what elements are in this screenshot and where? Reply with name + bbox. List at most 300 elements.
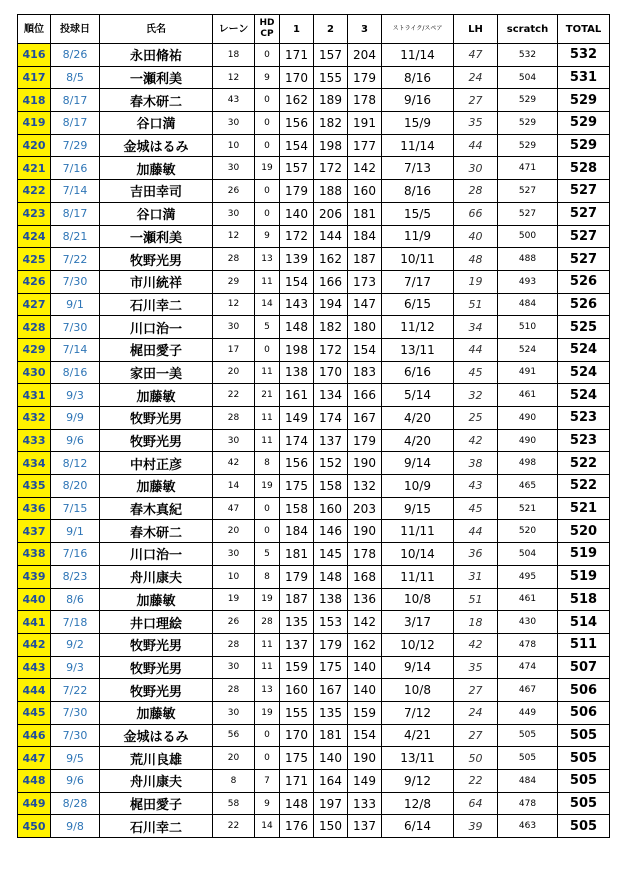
rank-cell: 425 — [18, 248, 51, 271]
scratch-cell: 510 — [498, 316, 558, 339]
strike-spare-cell: 8/16 — [382, 180, 454, 203]
date-cell: 8/26 — [51, 44, 100, 67]
strike-spare-cell: 7/12 — [382, 701, 454, 724]
lane-cell: 8 — [213, 770, 255, 793]
rank-cell: 433 — [18, 429, 51, 452]
lane-cell: 56 — [213, 724, 255, 747]
game3-cell: 160 — [348, 180, 382, 203]
table-row — [18, 475, 610, 498]
total-cell: 527 — [558, 248, 610, 271]
header-total: TOTAL — [558, 15, 610, 44]
date-cell: 9/6 — [51, 429, 100, 452]
table-row — [18, 361, 610, 384]
name-cell: 加藤敏 — [100, 701, 213, 724]
ranking-rows — [18, 44, 610, 838]
game1-cell: 154 — [280, 270, 314, 293]
name-cell: 一瀬利美 — [100, 66, 213, 89]
table-row — [18, 180, 610, 203]
game3-cell: 136 — [348, 588, 382, 611]
lh-cell: 51 — [454, 588, 498, 611]
date-cell: 8/23 — [51, 565, 100, 588]
scratch-cell: 504 — [498, 543, 558, 566]
name-cell: 牧野光男 — [100, 407, 213, 430]
table-row — [18, 429, 610, 452]
hdcp-cell: 11 — [255, 429, 280, 452]
name-cell: 加藤敏 — [100, 475, 213, 498]
strike-spare-cell: 10/8 — [382, 679, 454, 702]
game1-cell: 155 — [280, 701, 314, 724]
hdcp-cell: 0 — [255, 180, 280, 203]
game1-cell: 160 — [280, 679, 314, 702]
game2-cell: 162 — [314, 248, 348, 271]
hdcp-cell: 0 — [255, 112, 280, 135]
strike-spare-cell: 15/9 — [382, 112, 454, 135]
header-name: 氏名 — [100, 15, 213, 44]
game2-cell: 157 — [314, 44, 348, 67]
rank-cell: 421 — [18, 157, 51, 180]
lh-cell: 51 — [454, 293, 498, 316]
scratch-cell: 529 — [498, 134, 558, 157]
hdcp-cell: 14 — [255, 293, 280, 316]
hdcp-cell: 19 — [255, 588, 280, 611]
table-row — [18, 134, 610, 157]
total-cell: 528 — [558, 157, 610, 180]
game3-cell: 162 — [348, 633, 382, 656]
total-cell: 511 — [558, 633, 610, 656]
hdcp-cell: 11 — [255, 361, 280, 384]
game2-cell: 194 — [314, 293, 348, 316]
header-strike-spare: ストライク/スペア — [382, 15, 454, 44]
hdcp-cell: 5 — [255, 543, 280, 566]
table-row — [18, 316, 610, 339]
lane-cell: 47 — [213, 497, 255, 520]
lh-cell: 24 — [454, 66, 498, 89]
date-cell: 7/29 — [51, 134, 100, 157]
date-cell: 7/22 — [51, 679, 100, 702]
total-cell: 518 — [558, 588, 610, 611]
scratch-cell: 500 — [498, 225, 558, 248]
strike-spare-cell: 11/11 — [382, 520, 454, 543]
game2-cell: 172 — [314, 157, 348, 180]
lh-cell: 66 — [454, 202, 498, 225]
hdcp-cell: 0 — [255, 747, 280, 770]
lh-cell: 40 — [454, 225, 498, 248]
game1-cell: 162 — [280, 89, 314, 112]
scratch-cell: 505 — [498, 724, 558, 747]
lh-cell: 27 — [454, 89, 498, 112]
table-row — [18, 384, 610, 407]
total-cell: 523 — [558, 407, 610, 430]
date-cell: 7/18 — [51, 611, 100, 634]
date-cell: 7/22 — [51, 248, 100, 271]
table-row — [18, 112, 610, 135]
game1-cell: 140 — [280, 202, 314, 225]
total-cell: 524 — [558, 384, 610, 407]
total-cell: 505 — [558, 792, 610, 815]
strike-spare-cell: 10/8 — [382, 588, 454, 611]
strike-spare-cell: 9/14 — [382, 452, 454, 475]
rank-cell: 450 — [18, 815, 51, 838]
game3-cell: 203 — [348, 497, 382, 520]
lane-cell: 17 — [213, 338, 255, 361]
strike-spare-cell: 12/8 — [382, 792, 454, 815]
table-row — [18, 407, 610, 430]
date-cell: 9/3 — [51, 656, 100, 679]
total-cell: 505 — [558, 724, 610, 747]
game3-cell: 147 — [348, 293, 382, 316]
rank-cell: 438 — [18, 543, 51, 566]
scratch-cell: 484 — [498, 293, 558, 316]
game3-cell: 132 — [348, 475, 382, 498]
lh-cell: 48 — [454, 248, 498, 271]
scratch-cell: 488 — [498, 248, 558, 271]
lh-cell: 30 — [454, 157, 498, 180]
total-cell: 529 — [558, 89, 610, 112]
lh-cell: 43 — [454, 475, 498, 498]
scratch-cell: 461 — [498, 384, 558, 407]
rank-cell: 435 — [18, 475, 51, 498]
header-row — [18, 15, 610, 44]
game2-cell: 137 — [314, 429, 348, 452]
hdcp-cell: 0 — [255, 44, 280, 67]
game2-cell: 167 — [314, 679, 348, 702]
name-cell: 石川幸二 — [100, 815, 213, 838]
date-cell: 7/16 — [51, 543, 100, 566]
name-cell: 家田一美 — [100, 361, 213, 384]
total-cell: 506 — [558, 701, 610, 724]
game1-cell: 171 — [280, 44, 314, 67]
strike-spare-cell: 11/14 — [382, 44, 454, 67]
hdcp-cell: 0 — [255, 497, 280, 520]
game3-cell: 184 — [348, 225, 382, 248]
table-row — [18, 497, 610, 520]
game1-cell: 156 — [280, 452, 314, 475]
rank-cell: 434 — [18, 452, 51, 475]
rank-cell: 444 — [18, 679, 51, 702]
table-row — [18, 679, 610, 702]
hdcp-cell: 0 — [255, 89, 280, 112]
game3-cell: 159 — [348, 701, 382, 724]
strike-spare-cell: 15/5 — [382, 202, 454, 225]
lh-cell: 44 — [454, 338, 498, 361]
lh-cell: 36 — [454, 543, 498, 566]
game1-cell: 175 — [280, 747, 314, 770]
table-row — [18, 747, 610, 770]
table-row — [18, 656, 610, 679]
lane-cell: 10 — [213, 134, 255, 157]
lane-cell: 30 — [213, 157, 255, 180]
date-cell: 8/17 — [51, 89, 100, 112]
game2-cell: 144 — [314, 225, 348, 248]
strike-spare-cell: 9/15 — [382, 497, 454, 520]
scratch-cell: 467 — [498, 679, 558, 702]
name-cell: 加藤敏 — [100, 384, 213, 407]
date-cell: 7/30 — [51, 316, 100, 339]
date-cell: 9/5 — [51, 747, 100, 770]
table-row — [18, 225, 610, 248]
game3-cell: 180 — [348, 316, 382, 339]
game2-cell: 158 — [314, 475, 348, 498]
hdcp-cell: 8 — [255, 452, 280, 475]
total-cell: 525 — [558, 316, 610, 339]
table-row — [18, 66, 610, 89]
date-cell: 8/12 — [51, 452, 100, 475]
lane-cell: 22 — [213, 384, 255, 407]
game2-cell: 150 — [314, 815, 348, 838]
table-row — [18, 44, 610, 67]
hdcp-cell: 9 — [255, 66, 280, 89]
table-row — [18, 520, 610, 543]
game2-cell: 160 — [314, 497, 348, 520]
lh-cell: 44 — [454, 134, 498, 157]
header-hdcp: HD CP — [255, 15, 280, 44]
scratch-cell: 465 — [498, 475, 558, 498]
table-row — [18, 633, 610, 656]
name-cell: 永田脩祐 — [100, 44, 213, 67]
scratch-cell: 532 — [498, 44, 558, 67]
table-row — [18, 157, 610, 180]
scratch-cell: 490 — [498, 407, 558, 430]
ranking-table — [17, 14, 610, 838]
game3-cell: 167 — [348, 407, 382, 430]
name-cell: 吉田幸司 — [100, 180, 213, 203]
rank-cell: 427 — [18, 293, 51, 316]
game1-cell: 149 — [280, 407, 314, 430]
name-cell: 一瀬利美 — [100, 225, 213, 248]
strike-spare-cell: 7/17 — [382, 270, 454, 293]
lh-cell: 32 — [454, 384, 498, 407]
game2-cell: 198 — [314, 134, 348, 157]
total-cell: 521 — [558, 497, 610, 520]
name-cell: 梶田愛子 — [100, 792, 213, 815]
header-game3: 3 — [348, 15, 382, 44]
game1-cell: 159 — [280, 656, 314, 679]
game1-cell: 170 — [280, 66, 314, 89]
game3-cell: 149 — [348, 770, 382, 793]
hdcp-cell: 5 — [255, 316, 280, 339]
rank-cell: 447 — [18, 747, 51, 770]
scratch-cell: 478 — [498, 633, 558, 656]
lane-cell: 30 — [213, 316, 255, 339]
rank-cell: 443 — [18, 656, 51, 679]
lh-cell: 28 — [454, 180, 498, 203]
lane-cell: 12 — [213, 225, 255, 248]
game3-cell: 154 — [348, 724, 382, 747]
date-cell: 8/17 — [51, 112, 100, 135]
hdcp-cell: 8 — [255, 565, 280, 588]
rank-cell: 428 — [18, 316, 51, 339]
lane-cell: 43 — [213, 89, 255, 112]
lh-cell: 27 — [454, 679, 498, 702]
game3-cell: 190 — [348, 520, 382, 543]
lh-cell: 42 — [454, 633, 498, 656]
total-cell: 523 — [558, 429, 610, 452]
lane-cell: 20 — [213, 520, 255, 543]
name-cell: 金城はるみ — [100, 724, 213, 747]
name-cell: 井口理絵 — [100, 611, 213, 634]
date-cell: 7/30 — [51, 724, 100, 747]
total-cell: 514 — [558, 611, 610, 634]
game1-cell: 157 — [280, 157, 314, 180]
game2-cell: 197 — [314, 792, 348, 815]
lane-cell: 26 — [213, 611, 255, 634]
game1-cell: 148 — [280, 792, 314, 815]
lane-cell: 58 — [213, 792, 255, 815]
lh-cell: 24 — [454, 701, 498, 724]
hdcp-cell: 28 — [255, 611, 280, 634]
header-game1: 1 — [280, 15, 314, 44]
scratch-cell: 449 — [498, 701, 558, 724]
lane-cell: 12 — [213, 66, 255, 89]
scratch-cell: 524 — [498, 338, 558, 361]
game2-cell: 140 — [314, 747, 348, 770]
rank-cell: 419 — [18, 112, 51, 135]
header-scratch: scratch — [498, 15, 558, 44]
lane-cell: 42 — [213, 452, 255, 475]
game2-cell: 188 — [314, 180, 348, 203]
total-cell: 527 — [558, 180, 610, 203]
name-cell: 牧野光男 — [100, 656, 213, 679]
lh-cell: 18 — [454, 611, 498, 634]
game2-cell: 181 — [314, 724, 348, 747]
name-cell: 牧野光男 — [100, 679, 213, 702]
game2-cell: 175 — [314, 656, 348, 679]
total-cell: 526 — [558, 293, 610, 316]
lh-cell: 64 — [454, 792, 498, 815]
scratch-cell: 505 — [498, 747, 558, 770]
hdcp-cell: 9 — [255, 225, 280, 248]
date-cell: 8/21 — [51, 225, 100, 248]
strike-spare-cell: 9/12 — [382, 770, 454, 793]
game2-cell: 170 — [314, 361, 348, 384]
strike-spare-cell: 11/11 — [382, 565, 454, 588]
game2-cell: 179 — [314, 633, 348, 656]
game2-cell: 146 — [314, 520, 348, 543]
rank-cell: 430 — [18, 361, 51, 384]
strike-spare-cell: 8/16 — [382, 66, 454, 89]
hdcp-cell: 19 — [255, 157, 280, 180]
rank-cell: 422 — [18, 180, 51, 203]
rank-cell: 445 — [18, 701, 51, 724]
strike-spare-cell: 10/12 — [382, 633, 454, 656]
hdcp-cell: 19 — [255, 475, 280, 498]
game2-cell: 166 — [314, 270, 348, 293]
total-cell: 505 — [558, 747, 610, 770]
strike-spare-cell: 11/14 — [382, 134, 454, 157]
table-row — [18, 701, 610, 724]
name-cell: 谷口満 — [100, 202, 213, 225]
scratch-cell: 521 — [498, 497, 558, 520]
lh-cell: 39 — [454, 815, 498, 838]
game3-cell: 183 — [348, 361, 382, 384]
rank-cell: 432 — [18, 407, 51, 430]
game1-cell: 198 — [280, 338, 314, 361]
lane-cell: 12 — [213, 293, 255, 316]
name-cell: 舟川康夫 — [100, 565, 213, 588]
lh-cell: 45 — [454, 361, 498, 384]
strike-spare-cell: 3/17 — [382, 611, 454, 634]
game3-cell: 179 — [348, 66, 382, 89]
name-cell: 牧野光男 — [100, 248, 213, 271]
strike-spare-cell: 13/11 — [382, 747, 454, 770]
lane-cell: 14 — [213, 475, 255, 498]
game1-cell: 161 — [280, 384, 314, 407]
table-row — [18, 293, 610, 316]
table-row — [18, 452, 610, 475]
table-row — [18, 792, 610, 815]
date-cell: 9/6 — [51, 770, 100, 793]
lane-cell: 20 — [213, 361, 255, 384]
scratch-cell: 504 — [498, 66, 558, 89]
name-cell: 川口治一 — [100, 316, 213, 339]
total-cell: 519 — [558, 565, 610, 588]
lh-cell: 35 — [454, 112, 498, 135]
game2-cell: 189 — [314, 89, 348, 112]
total-cell: 524 — [558, 338, 610, 361]
hdcp-cell: 14 — [255, 815, 280, 838]
strike-spare-cell: 4/20 — [382, 429, 454, 452]
table-row — [18, 611, 610, 634]
game1-cell: 135 — [280, 611, 314, 634]
scratch-cell: 493 — [498, 270, 558, 293]
date-cell: 9/1 — [51, 293, 100, 316]
lh-cell: 44 — [454, 520, 498, 543]
game1-cell: 171 — [280, 770, 314, 793]
date-cell: 7/14 — [51, 180, 100, 203]
table-row — [18, 202, 610, 225]
table-row — [18, 770, 610, 793]
game3-cell: 168 — [348, 565, 382, 588]
total-cell: 532 — [558, 44, 610, 67]
lane-cell: 30 — [213, 202, 255, 225]
scratch-cell: 495 — [498, 565, 558, 588]
total-cell: 522 — [558, 475, 610, 498]
total-cell: 507 — [558, 656, 610, 679]
lane-cell: 19 — [213, 588, 255, 611]
header-rank: 順位 — [18, 15, 51, 44]
lane-cell: 28 — [213, 679, 255, 702]
game2-cell: 138 — [314, 588, 348, 611]
hdcp-cell: 0 — [255, 134, 280, 157]
game3-cell: 140 — [348, 656, 382, 679]
total-cell: 529 — [558, 134, 610, 157]
scratch-cell: 520 — [498, 520, 558, 543]
game3-cell: 178 — [348, 543, 382, 566]
table-row — [18, 724, 610, 747]
total-cell: 529 — [558, 112, 610, 135]
lh-cell: 27 — [454, 724, 498, 747]
hdcp-cell: 11 — [255, 656, 280, 679]
game1-cell: 156 — [280, 112, 314, 135]
game2-cell: 148 — [314, 565, 348, 588]
rank-cell: 440 — [18, 588, 51, 611]
game3-cell: 142 — [348, 611, 382, 634]
name-cell: 春木真紀 — [100, 497, 213, 520]
game1-cell: 181 — [280, 543, 314, 566]
game3-cell: 142 — [348, 157, 382, 180]
strike-spare-cell: 4/21 — [382, 724, 454, 747]
game1-cell: 143 — [280, 293, 314, 316]
total-cell: 520 — [558, 520, 610, 543]
date-cell: 7/30 — [51, 270, 100, 293]
strike-spare-cell: 9/16 — [382, 89, 454, 112]
rank-cell: 418 — [18, 89, 51, 112]
total-cell: 519 — [558, 543, 610, 566]
game3-cell: 177 — [348, 134, 382, 157]
lh-cell: 45 — [454, 497, 498, 520]
scratch-cell: 529 — [498, 89, 558, 112]
table-row — [18, 565, 610, 588]
